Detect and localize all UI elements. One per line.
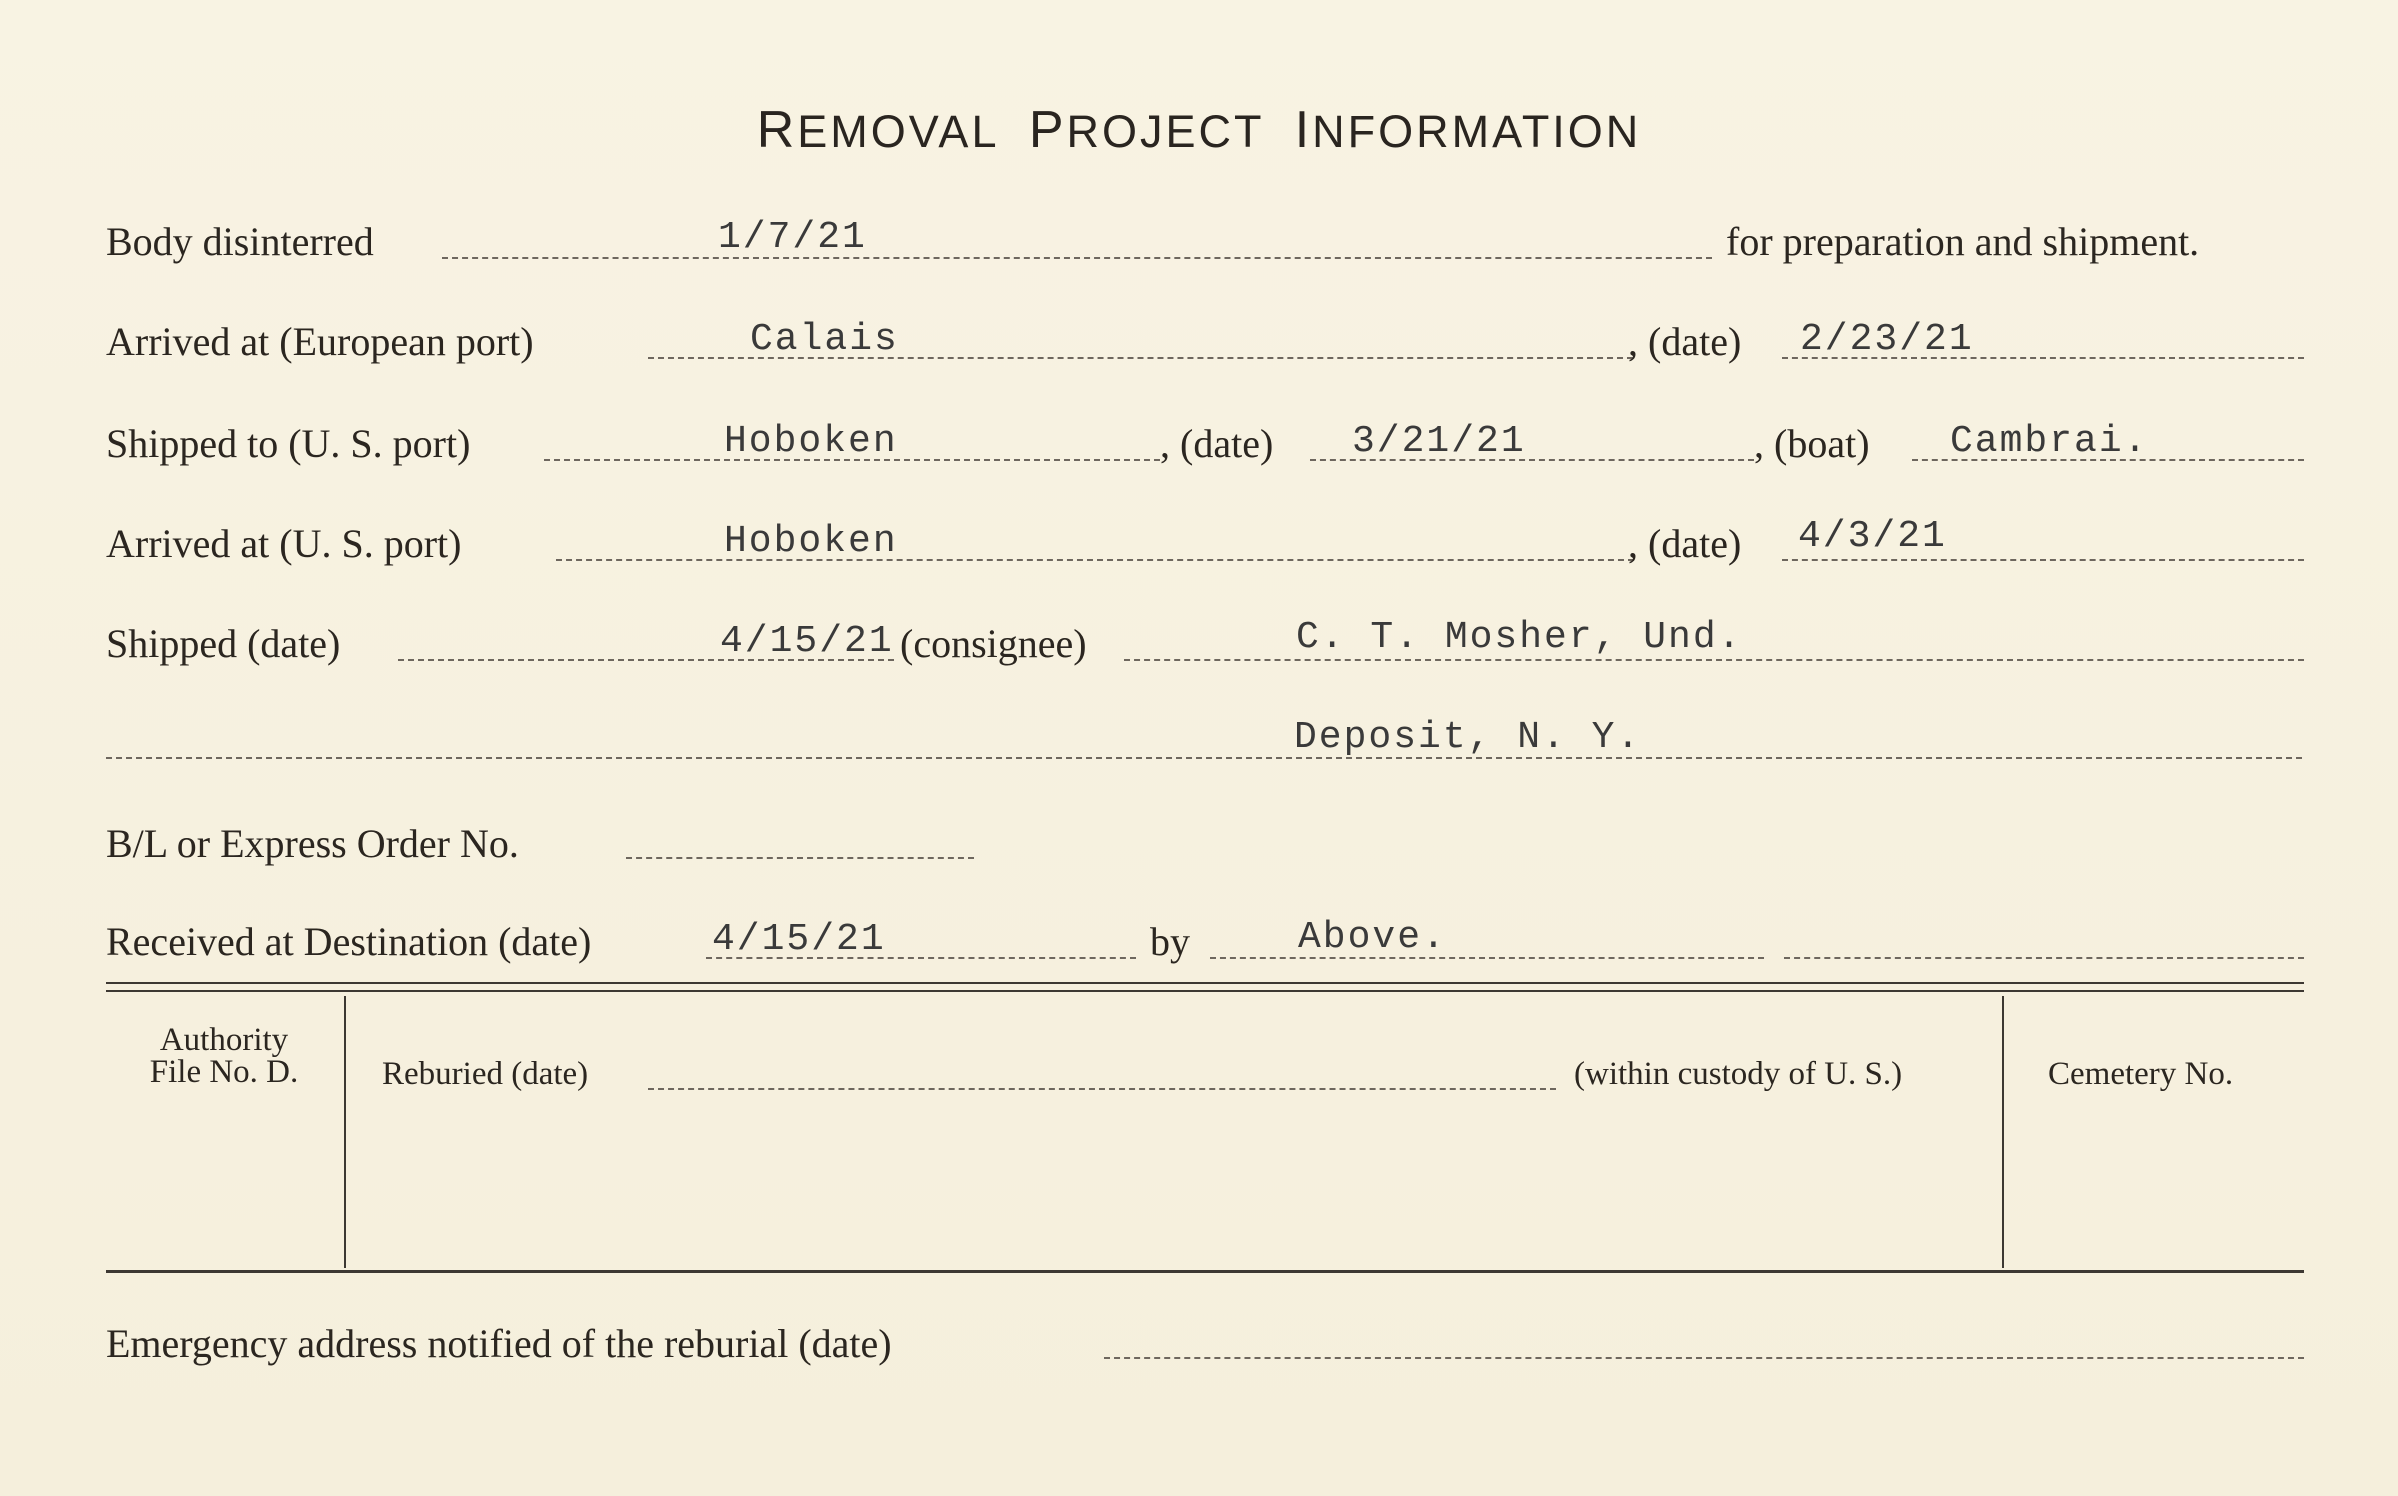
body-disinterred-suffix: for preparation and shipment. [1726, 219, 2200, 264]
bl-order-line [626, 857, 974, 859]
shipped-to-us-label: Shipped to (U. S. port) [106, 421, 471, 466]
consignee-line [1124, 659, 2304, 661]
emergency-label: Emergency address notified of the reburial (date) [106, 1321, 892, 1366]
received-label: Received at Destination (date) [106, 919, 592, 964]
reburied-line [648, 1088, 1556, 1090]
box-divider-left [344, 996, 346, 1268]
arrived-us-date: 4/3/21 [1798, 515, 1947, 558]
box-bottom-rule [106, 1270, 2304, 1273]
arrived-us-label: Arrived at (U. S. port) [106, 521, 462, 566]
emergency-line [1104, 1357, 2304, 1359]
shipped-to-us-boat-label: , (boat) [1754, 421, 1870, 466]
body-disinterred-line [442, 257, 1712, 259]
authority-label: Authority File No. D. [149, 1022, 299, 1090]
body-disinterred-label: Body disinterred [106, 219, 374, 264]
box-top-rule-1 [106, 982, 2304, 984]
received-date: 4/15/21 [712, 918, 886, 961]
arrived-european-value: Calais [750, 318, 899, 361]
shipped-to-us-date-label: , (date) [1160, 421, 1274, 466]
arrived-european-label: Arrived at (European port) [106, 319, 534, 364]
body-disinterred-value: 1/7/21 [718, 216, 867, 259]
arrived-us-date-label: , (date) [1628, 521, 1742, 566]
card-title: REMOVAL PROJECT INFORMATION [756, 101, 1642, 159]
consignee-value: C. T. Mosher, Und. [1296, 616, 1743, 659]
reburied-label: Reburied (date) [382, 1056, 589, 1092]
shipped-to-us-value: Hoboken [724, 420, 898, 463]
bl-order-label: B/L or Express Order No. [106, 821, 519, 866]
shipped-label: Shipped (date) [106, 621, 341, 666]
cemetery-label: Cemetery No. [2048, 1056, 2234, 1092]
received-extra-line [1784, 957, 2304, 959]
consignee-label: (consignee) [900, 621, 1087, 666]
box-top-rule-2 [106, 990, 2304, 992]
consignee-value-2: Deposit, N. Y. [1294, 716, 1642, 759]
received-by-line [1210, 957, 1764, 959]
box-divider-right [2002, 996, 2004, 1268]
custody-label: (within custody of U. S.) [1574, 1056, 1903, 1092]
arrived-us-value: Hoboken [724, 520, 898, 563]
shipped-to-us-date: 3/21/21 [1352, 420, 1526, 463]
received-by: Above. [1298, 916, 1447, 959]
arrived-us-line [556, 559, 1634, 561]
arrived-european-date-label: , (date) [1628, 319, 1742, 364]
arrived-us-date-line [1782, 559, 2304, 561]
shipped-date: 4/15/21 [720, 620, 894, 663]
consignee-line-2 [106, 757, 2302, 759]
arrived-european-date: 2/23/21 [1800, 318, 1974, 361]
shipped-to-us-boat: Cambrai. [1950, 420, 2149, 463]
received-by-label: by [1150, 919, 1190, 964]
